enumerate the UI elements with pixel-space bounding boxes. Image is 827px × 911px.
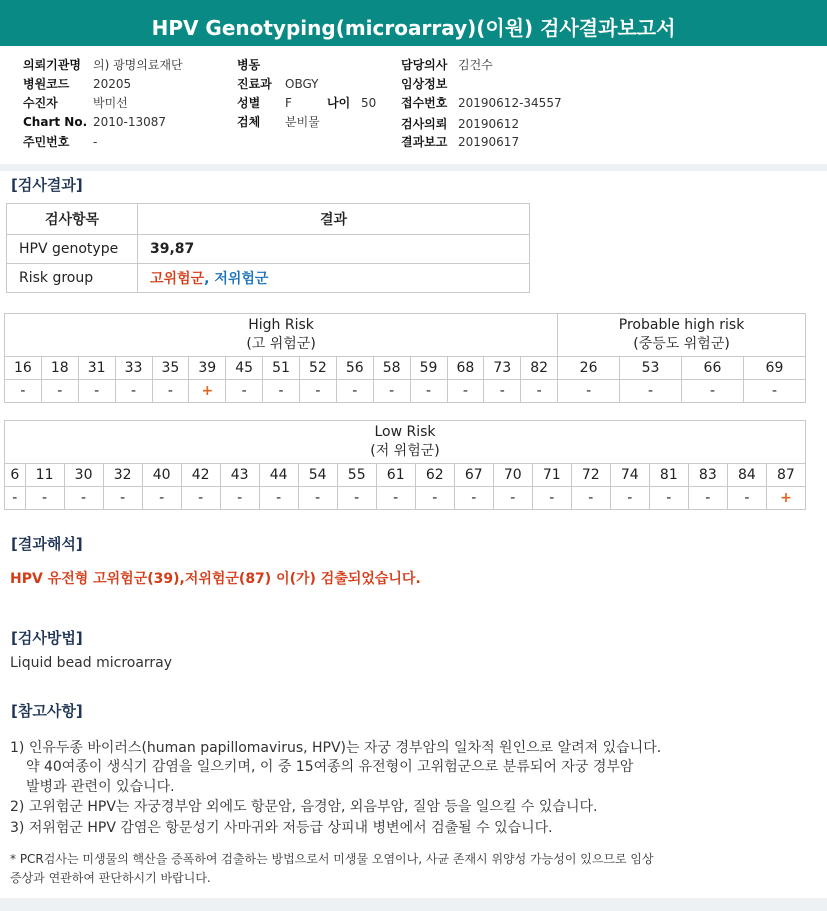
hpv-result-cell: -: [259, 487, 298, 510]
hpv-result-cell: -: [373, 380, 410, 403]
risk-group-value: 고위험군, 저위험군: [138, 264, 530, 293]
note-line: 약 40여종이 생식기 감염을 일으키며, 이 중 15여종의 유전형이 고위험군으로 분류되어 자궁 경부암: [26, 759, 634, 775]
hpv-result-cell: -: [682, 380, 744, 403]
hpv-result-cell: -: [115, 380, 152, 403]
results-table: [6, 203, 530, 293]
doctor-field: 담당의사 김건수: [401, 58, 493, 72]
report-header: [0, 46, 827, 165]
hpv-result-cell: -: [610, 487, 649, 510]
col-test-item: 검사항목: [7, 204, 138, 235]
high-risk-header: High Risk (고 위험군): [5, 314, 558, 357]
dept-field: 진료과 OBGY: [237, 77, 319, 91]
hpv-type-cell: 33: [115, 357, 152, 380]
hpv-result-cell: -: [263, 380, 300, 403]
hpv-type-cell: 68: [447, 357, 484, 380]
hpv-type-cell: 81: [649, 464, 688, 487]
hpv-type-cell: 55: [337, 464, 376, 487]
results-section-title: [검사결과]: [11, 176, 83, 194]
chart-no-field: Chart No. 2010-13087: [23, 115, 167, 129]
high-risk-badge: 고위험군: [150, 271, 205, 287]
hpv-type-cell: 11: [25, 464, 64, 487]
hpv-type-cell: 53: [620, 357, 682, 380]
institution-field: 의뢰기관명 의) 광명의료재단: [23, 58, 183, 72]
hpv-result-cell: -: [41, 380, 78, 403]
hpv-type-cell: 51: [263, 357, 300, 380]
specimen-field: 검체 분비물: [237, 115, 320, 129]
method-section-title: [검사방법]: [11, 629, 83, 647]
table-row: [7, 264, 530, 293]
footnote-line: 증상과 연관하여 판단하시기 바랍니다.: [10, 871, 211, 885]
hpv-type-cell: 39: [189, 357, 226, 380]
footer-bar: [0, 898, 827, 911]
hpv-result-cell: -: [727, 487, 766, 510]
hpv-result-cell: -: [743, 380, 805, 403]
hpv-result-cell: -: [337, 487, 376, 510]
hpv-result-cell: -: [220, 487, 259, 510]
hpv-result-cell: -: [415, 487, 454, 510]
note-line: 2) 고위험군 HPV는 자궁경부암 외에도 항문암, 음경암, 외음부암, 질암 등을 일으킬 수 있습니다.: [10, 799, 598, 815]
hpv-type-cell: 45: [226, 357, 263, 380]
hpv-result-cell: -: [558, 380, 620, 403]
genotype-label: HPV genotype: [7, 235, 138, 264]
hpv-result-cell: -: [25, 487, 64, 510]
hpv-result-cell: -: [410, 380, 447, 403]
hpv-type-cell: 56: [336, 357, 373, 380]
note-line: 3) 저위험군 HPV 감염은 항문성기 사마귀와 저등급 상피내 병변에서 검출될 수 있습니다.: [10, 820, 553, 836]
col-result: 결과: [138, 204, 530, 235]
header-gap: [0, 164, 827, 171]
hpv-type-cell: 66: [682, 357, 744, 380]
hpv-type-cell: 82: [521, 357, 558, 380]
hpv-result-cell: -: [649, 487, 688, 510]
hpv-result-cell: -: [78, 380, 115, 403]
hpv-result-cell: -: [5, 487, 26, 510]
note-line: 발병과 관련이 있습니다.: [26, 779, 175, 795]
interpretation-text: HPV 유전형 고위험군(39),저위험군(87) 이(가) 검출되었습니다.: [10, 571, 421, 587]
footnote-line: * PCR검사는 미생물의 핵산을 증폭하여 검출하는 방법으로서 미생물 오염이나, 사균 존재시 위양성 가능성이 있으므로 임상: [10, 852, 654, 866]
hpv-type-cell: 74: [610, 464, 649, 487]
hpv-result-cell: -: [181, 487, 220, 510]
table-row: [7, 235, 530, 264]
hpv-result-cell: +: [766, 487, 805, 510]
hpv-type-cell: 70: [493, 464, 532, 487]
hpv-type-cell: 87: [766, 464, 805, 487]
hpv-type-cell: 58: [373, 357, 410, 380]
genotype-value: 39,87: [138, 235, 530, 264]
high-risk-types-row: [5, 357, 806, 380]
hpv-type-cell: 59: [410, 357, 447, 380]
request-date-field: 검사의뢰 20190612: [401, 117, 520, 131]
high-risk-table: [4, 313, 806, 403]
hpv-type-cell: 83: [688, 464, 727, 487]
interpretation-section-title: [결과해석]: [11, 535, 83, 553]
hpv-result-cell: +: [189, 380, 226, 403]
age-field: 나이 50: [327, 96, 377, 110]
hpv-result-cell: -: [336, 380, 373, 403]
ward-field: 병동: [237, 58, 261, 72]
hpv-type-cell: 67: [454, 464, 493, 487]
hpv-result-cell: -: [620, 380, 682, 403]
hpv-type-cell: 69: [743, 357, 805, 380]
hpv-type-cell: 52: [300, 357, 337, 380]
hpv-result-cell: -: [484, 380, 521, 403]
hpv-result-cell: -: [152, 380, 189, 403]
low-risk-types-row: [5, 464, 806, 487]
hpv-type-cell: 16: [5, 357, 42, 380]
method-text: Liquid bead microarray: [10, 655, 173, 671]
hpv-result-cell: -: [376, 487, 415, 510]
hpv-type-cell: 61: [376, 464, 415, 487]
probable-high-risk-header: Probable high risk (중등도 위험군): [558, 314, 806, 357]
hpv-type-cell: 35: [152, 357, 189, 380]
hpv-result-cell: -: [142, 487, 181, 510]
hpv-result-cell: -: [5, 380, 42, 403]
hpv-type-cell: 72: [571, 464, 610, 487]
sex-field: 성별 F: [237, 96, 292, 110]
report-title: HPV Genotyping(microarray)(이원) 검사결과보고서: [0, 0, 827, 46]
hpv-type-cell: 31: [78, 357, 115, 380]
hpv-type-cell: 32: [103, 464, 142, 487]
hpv-result-cell: -: [493, 487, 532, 510]
hpv-type-cell: 30: [64, 464, 103, 487]
low-risk-table: [4, 420, 806, 510]
patient-field: 수진자 박미선: [23, 96, 128, 110]
risk-group-label: Risk group: [7, 264, 138, 293]
hpv-type-cell: 26: [558, 357, 620, 380]
hpv-result-cell: -: [571, 487, 610, 510]
clinical-info-field: 임상정보: [401, 77, 448, 91]
low-risk-header: Low Risk (저 위험군): [5, 421, 806, 464]
resident-no-field: 주민번호 -: [23, 135, 98, 149]
hpv-result-cell: -: [300, 380, 337, 403]
hospital-code-field: 병원코드 20205: [23, 77, 132, 91]
hpv-type-cell: 18: [41, 357, 78, 380]
hpv-type-cell: 40: [142, 464, 181, 487]
hpv-result-cell: -: [447, 380, 484, 403]
hpv-type-cell: 73: [484, 357, 521, 380]
hpv-result-cell: -: [454, 487, 493, 510]
high-risk-results-row: [5, 380, 806, 403]
hpv-type-cell: 54: [298, 464, 337, 487]
hpv-result-cell: -: [64, 487, 103, 510]
notes-section-title: [참고사항]: [11, 702, 83, 720]
hpv-type-cell: 71: [532, 464, 571, 487]
hpv-result-cell: -: [298, 487, 337, 510]
receipt-no-field: 접수번호 20190612-34557: [401, 96, 562, 110]
hpv-type-cell: 42: [181, 464, 220, 487]
hpv-type-cell: 6: [5, 464, 26, 487]
hpv-type-cell: 44: [259, 464, 298, 487]
hpv-type-cell: 62: [415, 464, 454, 487]
hpv-type-cell: 84: [727, 464, 766, 487]
note-line: 1) 인유두종 바이러스(human papillomavirus, HPV)는 자궁 경부암의 일차적 원인으로 알려져 있습니다.: [10, 740, 662, 756]
hpv-result-cell: -: [103, 487, 142, 510]
low-risk-badge: 저위험군: [214, 271, 269, 287]
hpv-result-cell: -: [688, 487, 727, 510]
hpv-result-cell: -: [521, 380, 558, 403]
hpv-result-cell: -: [226, 380, 263, 403]
hpv-type-cell: 43: [220, 464, 259, 487]
hpv-result-cell: -: [532, 487, 571, 510]
report-date-field: 결과보고 20190617: [401, 135, 520, 149]
low-risk-results-row: [5, 487, 806, 510]
